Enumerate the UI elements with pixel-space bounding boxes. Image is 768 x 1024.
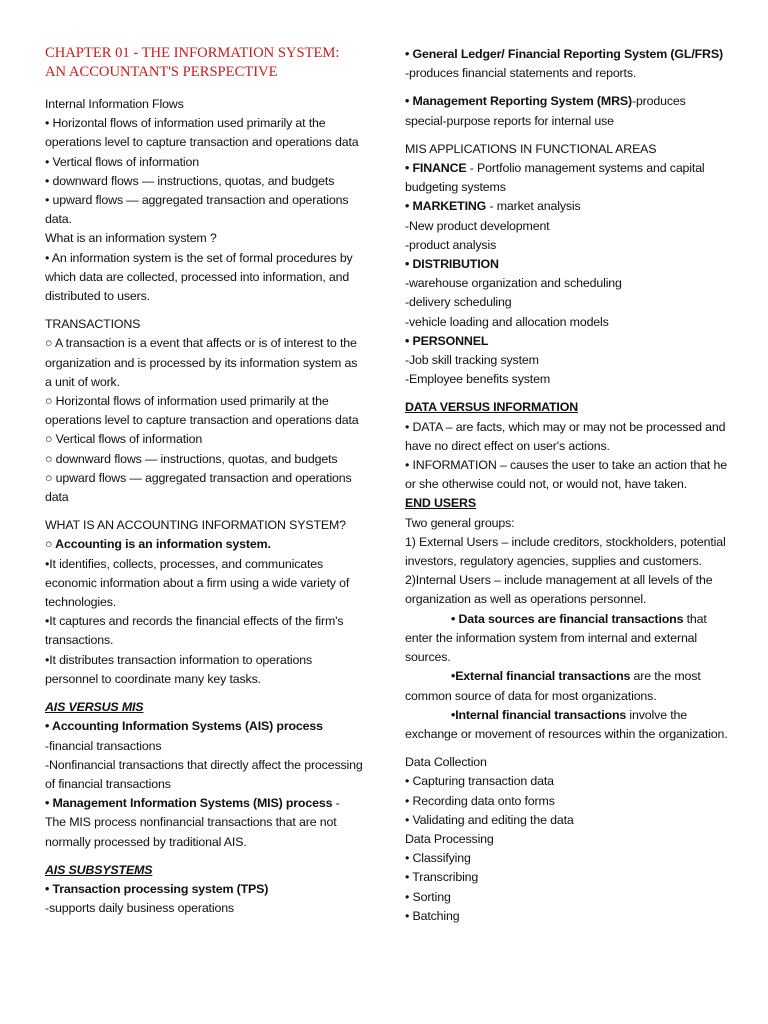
finance-paragraph	[405, 159, 730, 197]
finance-bold: • FINANCE	[405, 161, 467, 176]
distribution-item-3: -vehicle loading and allocation models	[405, 314, 609, 329]
chapter-title-line-1: CHAPTER 01 - THE INFORMATION SYSTEM:	[45, 45, 340, 61]
internal-transactions-text: involve the exchange or movement of resources within the organization.	[405, 707, 728, 741]
mis-process-text: - The MIS process nonfinancial transactions that are not normally processed by traditional AIS.	[45, 796, 340, 849]
external-users: 1) External Users – include creditors, stockholders, potential investors, regulatory agencies, supplies and customers.	[405, 534, 726, 569]
mis-process-bold: • Management Information Systems (MIS) process	[45, 796, 333, 811]
data-sources-paragraph	[405, 610, 730, 668]
iif-upward-flows: • upward flows — aggregated transaction and operations data.	[45, 193, 349, 227]
chapter-title-line-2: AN ACCOUNTANT'S PERSPECTIVE	[45, 63, 278, 80]
distribution-item-1: -warehouse organization and scheduling	[405, 276, 622, 291]
chapter-title	[45, 44, 363, 81]
ais-subsystems-heading: AIS SUBSYSTEMS	[45, 862, 153, 877]
ais-process-bullet: • Accounting Information Systems (AIS) process	[45, 719, 323, 734]
data-collection-item-1: • Capturing transaction data	[405, 774, 554, 789]
data-processing-item-4: • Batching	[405, 908, 460, 923]
gl-frs-description: -produces financial statements and reports.	[405, 66, 637, 81]
personnel-bullet: • PERSONNEL	[405, 333, 489, 348]
ais-financial-transactions: -financial transactions	[45, 738, 162, 753]
mrs-bold: • Management Reporting System (MRS)	[405, 94, 632, 109]
end-users-heading: END USERS	[405, 496, 476, 511]
data-processing-item-2: • Transcribing	[405, 870, 479, 885]
external-transactions-text: are the most common source of data for most organizations.	[405, 669, 701, 703]
tps-bullet: • Transaction processing system (TPS)	[45, 881, 269, 896]
tx-vertical-flows: ○ Vertical flows of information	[45, 432, 203, 447]
marketing-bold: • MARKETING	[405, 199, 487, 214]
ais-versus-mis-heading: AIS VERSUS MIS	[45, 700, 144, 715]
marketing-paragraph	[405, 197, 730, 216]
personnel-item-1: -Job skill tracking system	[405, 353, 539, 368]
transaction-definition: ○ A transaction is a event that affects or is of interest to the organization and is processed by its information system as a unit of work.	[45, 336, 358, 389]
gl-frs-bullet: • General Ledger/ Financial Reporting System (GL/FRS)	[405, 47, 723, 61]
iif-downward-flows: • downward flows — instructions, quotas, and budgets	[45, 173, 335, 188]
personnel-item-2: -Employee benefits system	[405, 372, 550, 387]
ais-identifies: •It identifies, collects, processes, and communicates economic information about a firm using a wide variety of technologies.	[45, 556, 350, 610]
mis-applications-heading: MIS APPLICATIONS IN FUNCTIONAL AREAS	[405, 141, 657, 156]
mrs-paragraph	[405, 92, 730, 130]
tps-description: -supports daily business operations	[45, 901, 234, 916]
transactions-heading: TRANSACTIONS	[45, 317, 141, 332]
information-definition: • INFORMATION – causes the user to take an action that he or she otherwise could not, or would not, have taken.	[405, 458, 727, 492]
end-users-intro: Two general groups:	[405, 515, 515, 530]
ais-is-information-system: ○ Accounting is an information system.	[45, 537, 271, 552]
tx-downward-flows: ○ downward flows — instructions, quotas, and budgets	[45, 451, 338, 466]
tx-upward-flows: ○ upward flows — aggregated transaction and operations data	[45, 470, 352, 505]
marketing-item-3: -product analysis	[405, 237, 497, 252]
distribution-bullet: • DISTRIBUTION	[405, 257, 499, 272]
data-sources-text: that enter the information system from internal and external sources.	[405, 611, 707, 665]
ais-distributes: •It distributes transaction information to operations personnel to coordinate many key tasks.	[45, 652, 313, 686]
data-processing-item-3: • Sorting	[405, 889, 451, 904]
mrs-text: -produces special-purpose reports for internal use	[405, 94, 686, 128]
data-sources-bold: • Data sources are financial transactions	[451, 611, 684, 626]
ais-nonfinancial-transactions: -Nonfinancial transactions that directly affect the processing of financial transactions	[45, 757, 363, 791]
data-processing-item-1: • Classifying	[405, 851, 471, 866]
iif-horizontal-flows: • Horizontal flows of information used primarily at the operations level to capture transaction and operations data	[45, 116, 359, 150]
information-system-definition: • An information system is the set of formal procedures by which data are collected, processed into information, and distributed to users.	[45, 250, 353, 304]
internal-transactions-bold: •Internal financial transactions	[451, 707, 627, 722]
iif-vertical-flows: • Vertical flows of information	[45, 154, 199, 169]
data-definition: • DATA – are facts, which may or may not be processed and have no direct effect on user's actions.	[405, 419, 726, 453]
left-column	[45, 44, 363, 918]
external-transactions-paragraph	[405, 667, 730, 705]
data-collection-item-2: • Recording data onto forms	[405, 793, 555, 808]
right-column	[405, 45, 730, 926]
data-versus-information-heading: DATA VERSUS INFORMATION	[405, 400, 578, 415]
external-transactions-bold: •External financial transactions	[451, 669, 631, 684]
data-processing-heading: Data Processing	[405, 831, 494, 846]
internal-users: 2)Internal Users – include management at all levels of the organization as well as operations personnel.	[405, 573, 713, 607]
internal-transactions-paragraph	[405, 706, 730, 744]
mis-process-paragraph	[45, 794, 363, 852]
internal-information-flows-heading: Internal Information Flows	[45, 97, 184, 111]
data-collection-heading: Data Collection	[405, 755, 487, 770]
finance-text: - Portfolio management systems and capital budgeting systems	[405, 161, 705, 195]
ais-captures: •It captures and records the financial effects of the firm's transactions.	[45, 614, 344, 648]
data-collection-item-3: • Validating and editing the data	[405, 812, 574, 827]
distribution-item-2: -delivery scheduling	[405, 295, 512, 310]
what-is-information-system-heading: What is an information system ?	[45, 231, 217, 246]
what-is-ais-heading: WHAT IS AN ACCOUNTING INFORMATION SYSTEM?	[45, 518, 346, 533]
tx-horizontal-flows: ○ Horizontal flows of information used primarily at the operations level to capture transaction and operations data	[45, 394, 359, 428]
marketing-text: - market analysis	[486, 199, 581, 214]
marketing-item-2: -New product development	[405, 218, 550, 233]
